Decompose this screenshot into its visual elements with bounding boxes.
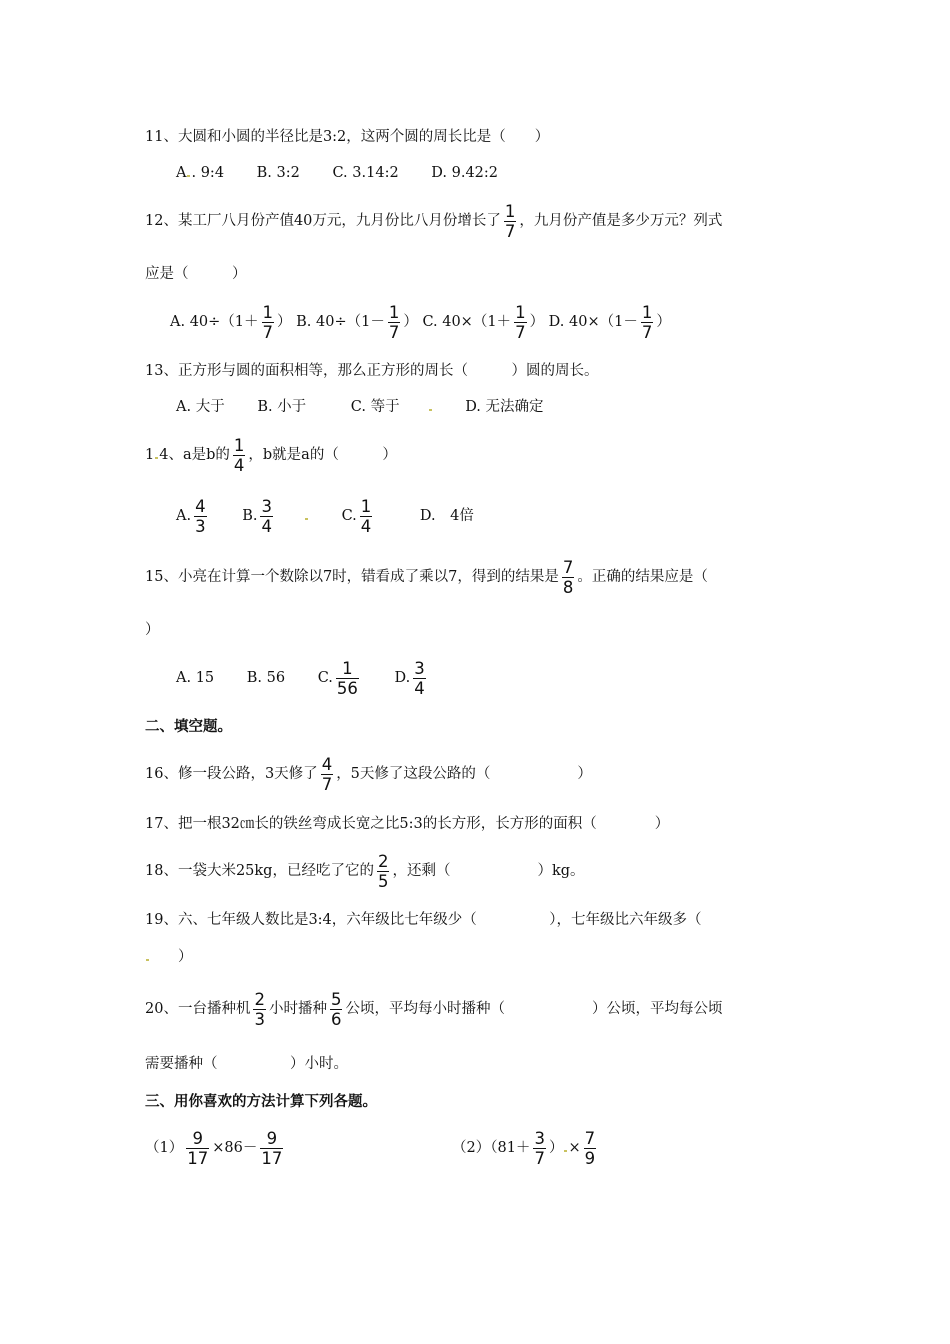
fraction: $\frac{2}{3}$ [254,989,265,1029]
section-heading-fill-in: 二、填空题。 [145,718,232,735]
option-a: A. 大于 [176,399,225,415]
fraction: $\frac{3}{7}$ [534,1128,545,1168]
option-c: C. [317,670,333,686]
calculation-2 [452,1128,599,1168]
question-13-stem: 13、正方形与圆的面积相等，那么正方形的周长（ ）圆的周长。 [145,363,599,379]
fraction: $\frac{3}{4}$ [261,496,272,536]
fraction: $\frac{7}{9}$ [584,1128,596,1168]
question-20-stem-b: 小时播种 [268,1001,327,1017]
option-c: C. 40×（1＋ [422,314,512,330]
option-b: B. 56 [246,670,286,686]
question-12-options: A. 40÷（1＋ $\frac{1}{7}$ ） B. 40÷（1－ $\frac{1}{7}$ ） C. 40×（1＋ $\frac{1}{7}$ ） D. 40×（1－ $\frac{1}{7}$ ） [170,302,671,342]
question-14-stem-b: ，b就是a的（ ） [248,447,397,463]
question-12 [145,201,722,241]
question-14-options [176,496,474,536]
option-b: B. [242,508,258,524]
ink-mark [187,175,190,177]
question-15 [145,557,708,597]
question-11 [145,127,549,147]
question-12-stem-b: ，九月份产值是多少万元？列式 [519,213,723,229]
calculation-2-label: （2）（81＋ [452,1140,531,1156]
question-15-stem-a: 15、小亮在计算一个数除以7时，错看成了乘以7，得到的结果是 [145,569,559,585]
ink-mark [146,959,149,961]
question-14-stem-a: 4、a是b的 [159,447,230,463]
calculation-1 [145,1128,286,1168]
option-c: C. 3.14:2 [332,165,399,181]
calculation-2-mid: ） [548,1140,564,1156]
question-14-number: 1 [145,447,155,463]
fraction: $\frac{1}{7}$ [262,302,274,342]
question-12-stem-a: 12、某工厂八月份产值40万元，九月份比八月份增长了 [145,213,501,229]
option-b: B. 40÷（1－ [296,314,385,330]
ink-mark [305,518,308,520]
question-18-stem-a: 18、一袋大米25kg，已经吃了它的 [145,863,374,879]
option-a: A. [176,508,192,524]
ink-mark [564,1150,567,1152]
calculation-1-mid: ×86－ [212,1140,258,1156]
option-a: A. 15 [176,670,215,686]
question-17 [145,814,669,834]
question-15-options [176,658,429,698]
question-16-stem-b: ，5天修了这段公路的（ ） [336,766,592,782]
question-13-options [176,397,544,417]
question-16 [145,754,592,794]
option-d: D. 无法确定 [465,399,544,415]
fraction: $\frac{1}{7}$ [504,201,516,241]
option-c: C. 等于 [350,399,400,415]
question-18 [145,851,585,891]
option-d: D. 4倍 [419,508,474,524]
ink-mark [429,409,432,411]
question-12-stem-c: 应是（ ） [145,266,247,282]
question-20-stem-a: 20、一台播种机 [145,1001,251,1017]
option-d: D. 40×（1－ [548,314,638,330]
question-20-stem-d: 需要播种（ ）小时。 [145,1056,348,1072]
option-a: A. 40÷（1＋ [170,314,259,330]
fraction: $\frac{4}{3}$ [195,496,206,536]
fraction: $\frac{5}{6}$ [330,989,342,1029]
option-a-value: 9:4 [200,165,225,181]
fraction: $\frac{1}{7}$ [641,302,653,342]
fraction: $\frac{7}{8}$ [562,557,574,597]
fraction: $\frac{1}{4}$ [233,435,245,475]
option-b: B. 3:2 [256,165,300,181]
question-18-stem-b: ，还剩（ ）kg。 [392,863,585,879]
fraction: $\frac{1}{56}$ [336,658,358,698]
calculation-1-label: （1） [145,1140,184,1156]
question-13 [145,361,598,381]
fraction: $\frac{4}{7}$ [321,754,333,794]
option-c: C. [341,508,357,524]
fraction: $\frac{2}{5}$ [377,851,389,891]
option-a-label: A [176,165,187,181]
question-14 [145,435,397,475]
option-d: D. [394,670,411,686]
fraction: $\frac{1}{7}$ [515,302,526,342]
calculation-2-op: × [568,1140,581,1156]
question-16-stem-a: 16、修一段公路，3天修了 [145,766,318,782]
question-20-stem-c: 公顷，平均每小时播种（ ）公顷，平均每公顷 [345,1001,723,1017]
fraction: $\frac{3}{4}$ [414,658,425,698]
fraction: $\frac{9}{17}$ [261,1128,283,1168]
fraction: $\frac{1}{7}$ [388,302,400,342]
question-15-stem-c: ） [145,622,160,638]
question-19-stem: 19、六、七年级人数比是3:4，六年级比七年级少（ ），七年级比六年级多（ [145,912,702,928]
fraction: $\frac{1}{4}$ [360,496,372,536]
option-b: B. 小于 [257,399,307,415]
question-11-options: A . 9:4 B. 3:2 C. 3.14:2 D. 9.42:2 [176,165,499,181]
section-heading-calculation: 三、用你喜欢的方法计算下列各题。 [145,1093,377,1110]
fraction: $\frac{9}{17}$ [187,1128,209,1168]
ink-mark [155,457,158,459]
question-17-stem: 17、把一根32㎝长的铁丝弯成长宽之比5:3的长方形，长方形的面积（ ） [145,816,670,832]
question-19 [145,910,702,930]
question-11-stem: 11、大圆和小圆的半径比是3:2，这两个圆的周长比是（ ） [145,129,550,145]
question-20 [145,989,722,1029]
question-15-stem-b: 。正确的结果应是（ [577,569,708,585]
question-19-stem-c: ） [145,947,193,967]
option-d: D. 9.42:2 [431,165,499,181]
